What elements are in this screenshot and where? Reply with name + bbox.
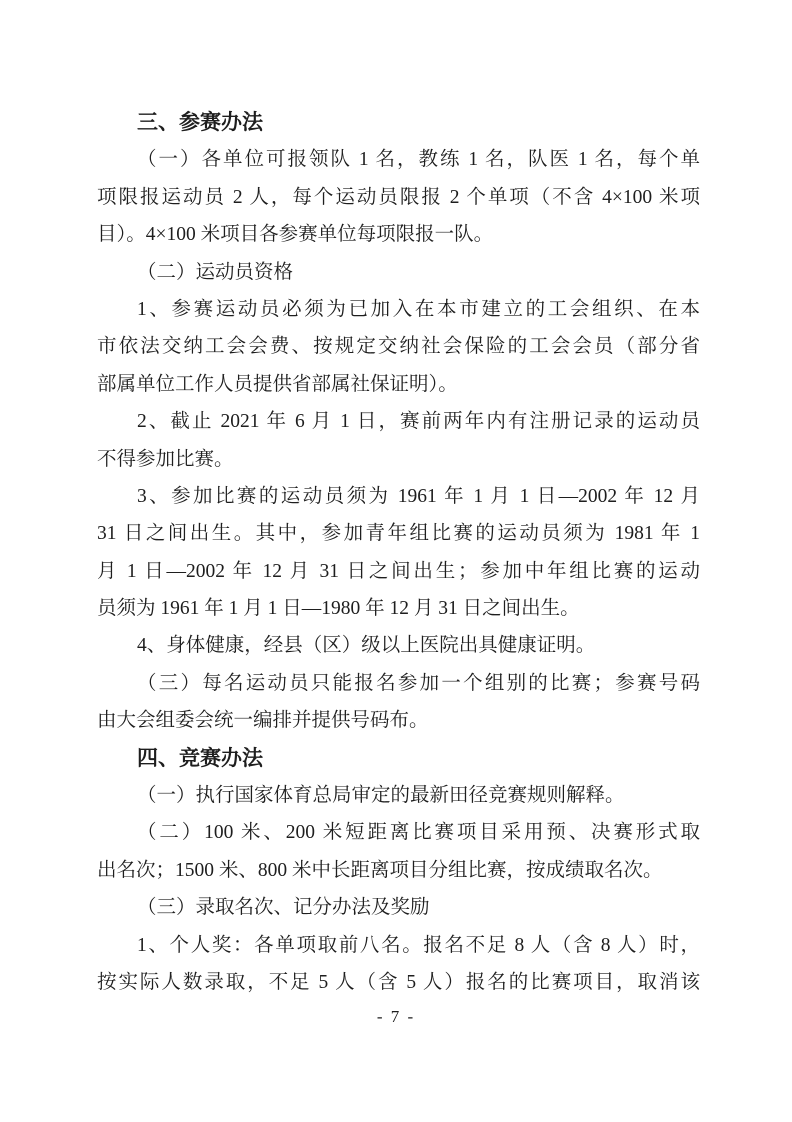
text-line: 1、个人奖：各单项取前八名。报名不足 8 人（含 8 人）时，	[137, 934, 700, 956]
text-line: （三）录取名次、记分办法及奖励	[137, 897, 430, 919]
text-line: 部属单位工作人员提供省部属社保证明）。	[97, 373, 458, 395]
text-line: 项限报运动员 2 人，每个运动员限报 2 个单项（不含 4×100 米项	[97, 186, 700, 208]
text-line: （三）每名运动员只能报名参加一个组别的比赛；参赛号码	[137, 672, 700, 694]
text-line: （一）执行国家体育总局审定的最新田径竞赛规则解释。	[137, 785, 625, 807]
text-line: 3、参加比赛的运动员须为 1961 年 1 月 1 日—2002 年 12 月	[137, 485, 700, 507]
text-line: （二）100 米、200 米短距离比赛项目采用预、决赛形式取	[137, 822, 700, 844]
document-body	[97, 104, 700, 1001]
text-line: 出名次；1500 米、800 米中长距离项目分组比赛，按成绩取名次。	[97, 859, 663, 881]
text-line: （二）运动员资格	[137, 261, 294, 283]
section-heading: 四、竞赛办法	[137, 746, 263, 770]
text-line: 不得参加比赛。	[97, 448, 234, 470]
text-line: 按实际人数录取，不足 5 人（含 5 人）报名的比赛项目，取消该	[97, 971, 700, 993]
text-line: 市依法交纳工会会费、按规定交纳社会保险的工会会员（部分省	[97, 336, 700, 358]
text-line: 月 1 日—2002 年 12 月 31 日之间出生；参加中年组比赛的运动	[97, 560, 700, 582]
page-number: - 7 -	[376, 1007, 416, 1026]
text-line: （一）各单位可报领队 1 名，教练 1 名，队医 1 名，每个单	[137, 149, 700, 171]
section-heading: 三、参赛办法	[137, 111, 263, 134]
text-line: 4、身体健康，经县（区）级以上医院出具健康证明。	[137, 635, 596, 657]
text-line: 2、截止 2021 年 6 月 1 日，赛前两年内有注册记录的运动员	[137, 411, 700, 433]
text-line: 由大会组委会统一编排并提供号码布。	[97, 710, 429, 732]
text-line: 目）。4×100 米项目各参赛单位每项限报一队。	[97, 224, 494, 246]
text-line: 31 日之间出生。其中，参加青年组比赛的运动员须为 1981 年 1	[97, 523, 700, 545]
text-line: 1、参赛运动员必须为已加入在本市建立的工会组织、在本	[137, 298, 700, 320]
text-line: 员须为 1961 年 1 月 1 日—1980 年 12 月 31 日之间出生。	[97, 598, 580, 620]
